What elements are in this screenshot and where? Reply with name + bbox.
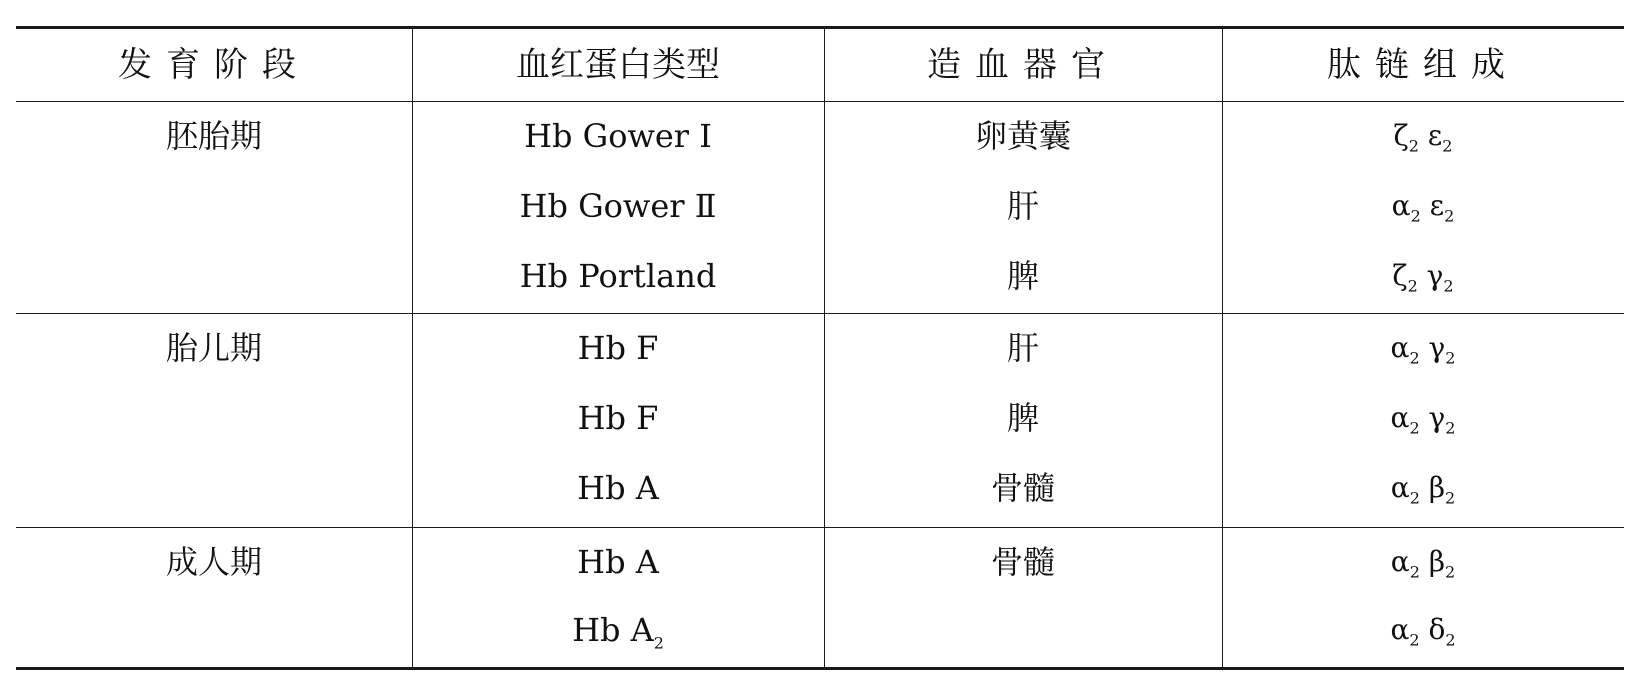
- header-stage: 发育阶段: [118, 45, 310, 85]
- chain-cell: $\alpha_2$ $\gamma_2$: [1390, 401, 1456, 438]
- organ-cell: 肝: [1006, 187, 1039, 225]
- group-adult: [16, 528, 1624, 670]
- chain-cell: $\alpha_2$ $\beta_2$: [1390, 545, 1456, 582]
- hb-type-cell: Hb A: [577, 543, 659, 581]
- stage-cell: 胎儿期: [165, 329, 262, 367]
- hb-type-cell: Hb Portland: [519, 257, 717, 295]
- organ-cell: 脾: [1006, 257, 1039, 295]
- organ-cell: 卵黄囊: [974, 117, 1071, 155]
- organ-cell: 骨髓: [990, 469, 1055, 507]
- hb-type-cell: Hb Gower Ⅰ: [524, 117, 712, 155]
- chain-cell: $\alpha_2$ $\varepsilon_2$: [1391, 189, 1455, 226]
- header-hb-type: 血红蛋白类型: [516, 45, 720, 85]
- chain-cell: $\alpha_2$ $\delta_2$: [1390, 613, 1456, 650]
- header-chain: 肽链组成: [1327, 45, 1519, 85]
- hb-type-cell: Hb F: [577, 329, 659, 367]
- group-embryonic: [16, 102, 1624, 314]
- hb-type-cell: Hb F: [577, 399, 659, 437]
- hb-type-cell: Hb A: [577, 469, 659, 507]
- hb-type-cell: Hb $A_2$: [572, 611, 664, 653]
- chain-cell: $\zeta_2$ $\gamma_2$: [1392, 259, 1454, 296]
- stage-cell: 胚胎期: [165, 117, 262, 155]
- table-header: [16, 29, 1624, 102]
- header-organ: 造血器官: [927, 45, 1119, 85]
- organ-cell: 骨髓: [990, 543, 1055, 581]
- organ-cell: 脾: [1006, 399, 1039, 437]
- hb-type-cell: Hb Gower Ⅱ: [519, 187, 717, 225]
- chain-cell: $\alpha_2$ $\beta_2$: [1390, 471, 1456, 508]
- organ-cell: [824, 610, 1222, 650]
- organ-cell: 肝: [1006, 329, 1039, 367]
- stage-cell: 成人期: [165, 543, 262, 581]
- hemoglobin-table: [16, 26, 1624, 670]
- chain-cell: $\alpha_2$ $\gamma_2$: [1390, 331, 1456, 368]
- chain-cell: $\zeta_2$ $\varepsilon_2$: [1393, 119, 1453, 156]
- group-fetal: [16, 314, 1624, 528]
